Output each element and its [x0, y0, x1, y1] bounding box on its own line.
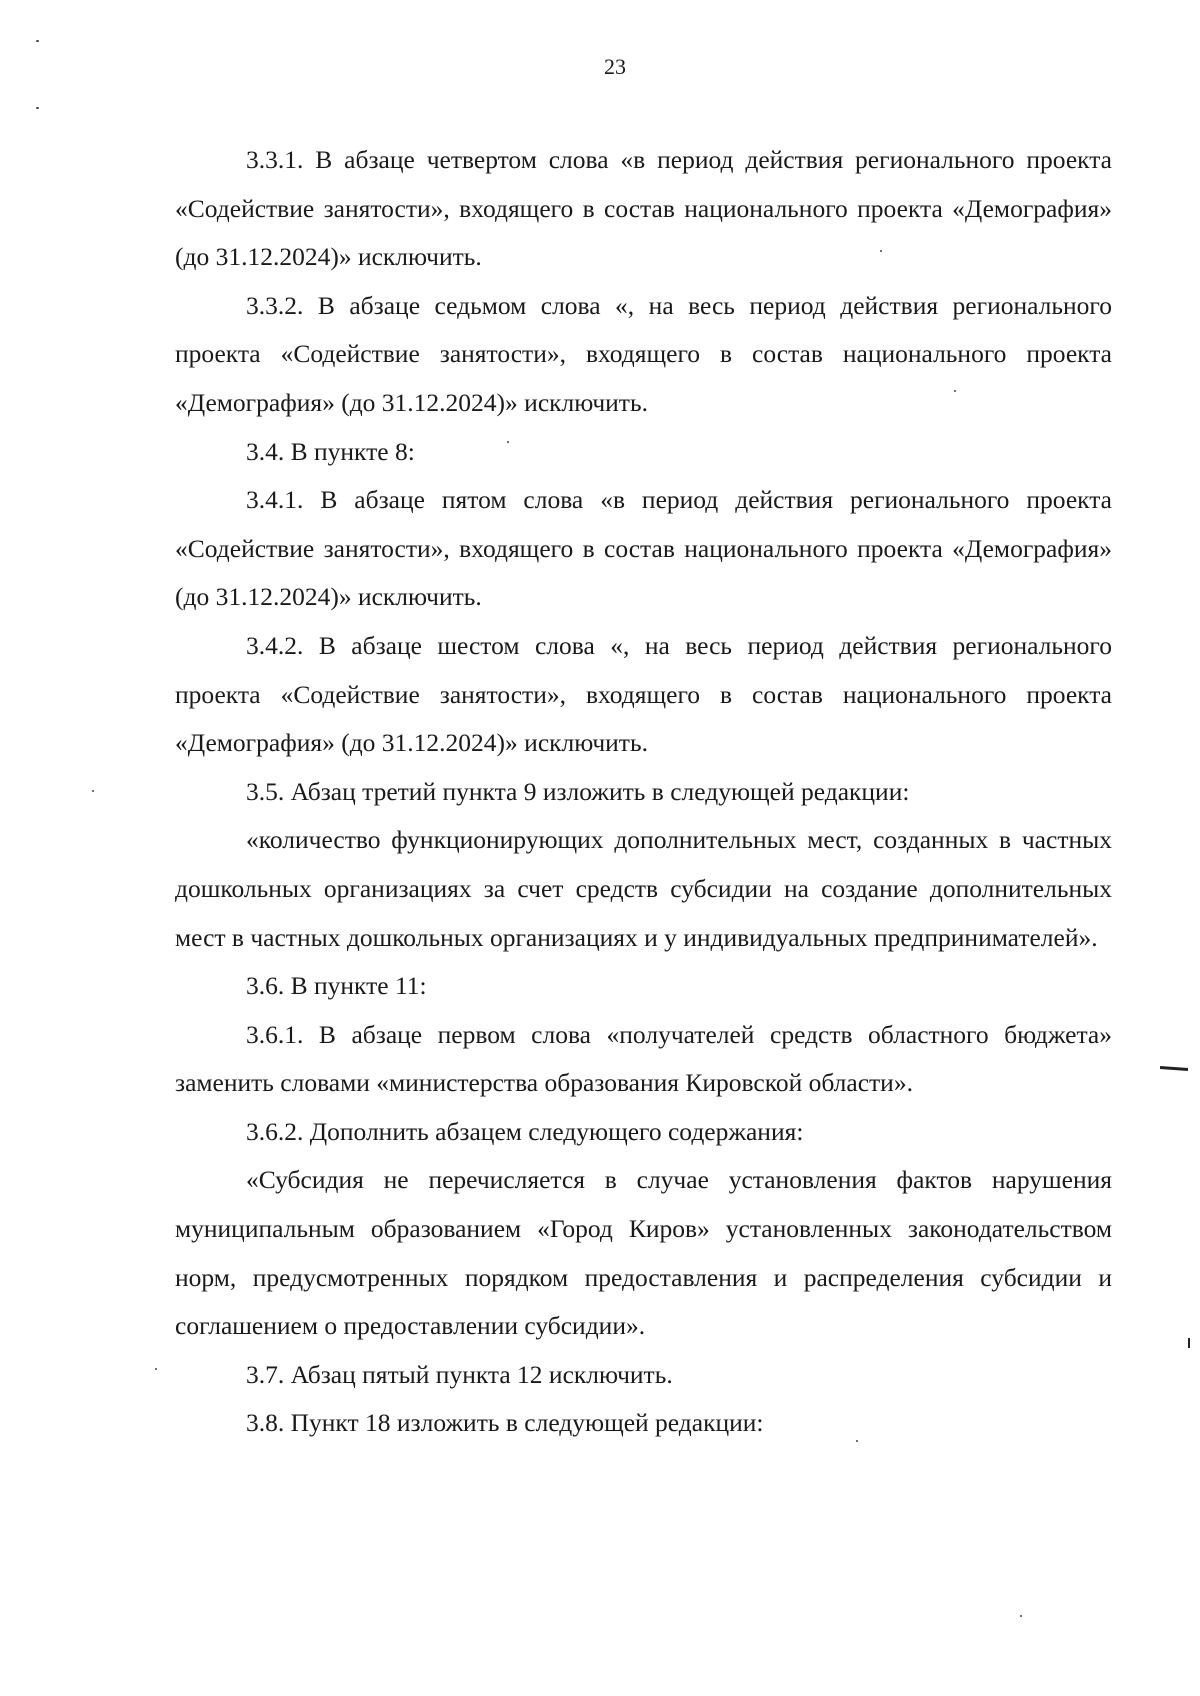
scan-speck: [1020, 1615, 1022, 1617]
page-number: 23: [604, 54, 626, 79]
scan-speck: [954, 390, 956, 392]
paragraph-3-4: 3.4. В пункте 8:: [246, 436, 415, 466]
paragraph-3-8: 3.8. Пункт 18 изложить в следующей редакции:: [246, 1408, 764, 1438]
paragraph-3-4-2: 3.4.2. В абзаце шестом слова «, на весь период действия регионального проекта «Содействие занятости», входящего в состав национального проекта «Демография» (до 31.12.2024)» исключить.: [175, 630, 1112, 758]
paragraph-3-4-1: 3.4.1. В абзаце пятом слова «в период действия регионального проекта «Содействие занятости», входящего в состав национального проекта «Демография» (до 31.12.2024)» исключить.: [175, 485, 1112, 612]
scan-speck: [507, 441, 509, 443]
scan-speck: [155, 1368, 157, 1370]
paragraph-3-6-2: 3.6.2. Дополнить абзацем следующего содержания:: [246, 1116, 804, 1146]
scan-mark: [1188, 1338, 1190, 1348]
paragraph-3-5: 3.5. Абзац третий пункта 9 изложить в следующей редакции:: [246, 776, 910, 806]
paragraph-3-3-1: 3.3.1. В абзаце четвертом слова «в период действия регионального проекта «Содействие занятости», входящего в состав национального проекта «Демография» (до 31.12.2024)» исключить.: [175, 145, 1112, 272]
paragraph-3-3-2: 3.3.2. В абзаце седьмом слова «, на весь период действия регионального проекта «Содействие занятости», входящего в состав национального проекта «Демография» (до 31.12.2024)» исключить.: [175, 290, 1112, 417]
document-body: [175, 136, 1112, 1448]
paragraph-3-7: 3.7. Абзац пятый пункта 12 исключить.: [246, 1359, 673, 1389]
scan-speck: [856, 1440, 858, 1442]
paragraph-3-6: 3.6. В пункте 11:: [246, 971, 427, 1001]
scan-speck: [36, 107, 39, 109]
scan-mark: [1160, 1066, 1188, 1071]
scan-speck: [92, 790, 94, 792]
paragraph-3-5-quote: «количество функционирующих дополнительных мест, созданных в частных дошкольных организациях за счет средств субсидии на создание дополнительных мест в частных дошкольных организациях и у индивидуальных предпринимателей».: [175, 825, 1112, 952]
scan-speck: [880, 250, 882, 252]
scan-speck: [36, 40, 39, 42]
paragraph-3-6-2-quote: «Субсидия не перечисляется в случае установления фактов нарушения муниципальным образованием «Город Киров» установленных законодательством норм, предусмотренных порядком предоставления и распределения субсидии и соглашением о предоставлении субсидии».: [175, 1165, 1112, 1341]
paragraph-3-6-1: 3.6.1. В абзаце первом слова «получателей средств областного бюджета» заменить словами «министерства образования Кировской области».: [175, 1019, 1112, 1098]
